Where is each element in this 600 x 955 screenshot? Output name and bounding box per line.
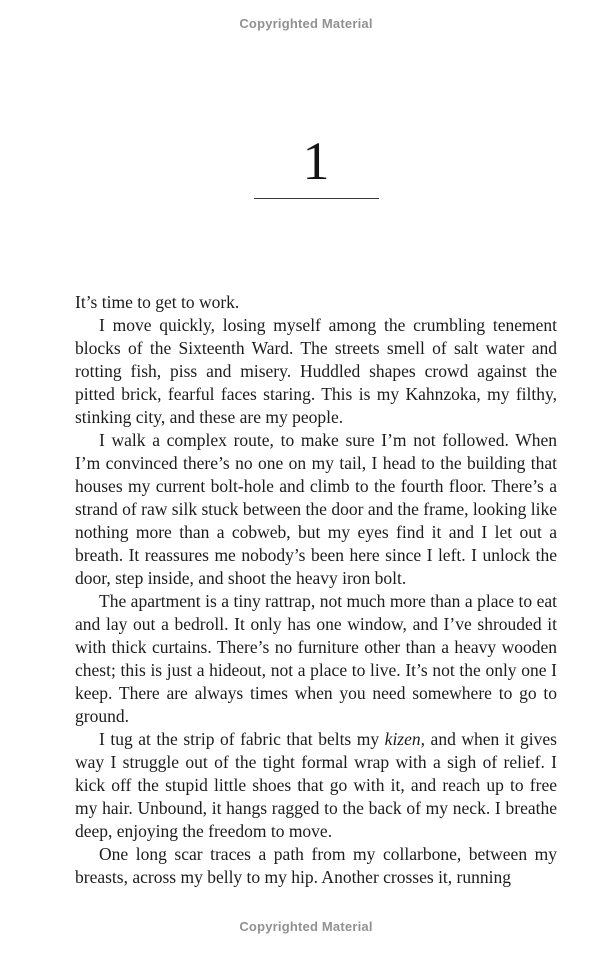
paragraph: I walk a complex route, to make sure I’m not followed. When I’m convinced there’s no one on my tail, I head to the building that houses my current bolt-hole and climb to the fourth floor. There’s a strand of raw silk stuck between the door and the frame, looking like nothing more than a cobweb, but my eyes find it and I let out a breath. It reassures me nobody’s been here since I left. I unlock the door, step inside, and shoot the heavy iron bolt.	[75, 430, 557, 588]
chapter-number: 1	[302, 131, 330, 191]
paragraph: One long scar traces a path from my collarbone, between my breasts, across my belly to my hip. Another crosses it, running	[75, 844, 557, 887]
copyright-notice-top: Copyrighted Material	[239, 16, 373, 31]
paragraph: I move quickly, losing myself among the crumbling tenement blocks of the Sixteenth Ward. The streets smell of salt water and rotting fish, piss and misery. Huddled shapes crowd against the pitted brick, fearful faces staring. This is my Kahnzoka, my filthy, stinking city, and these are my people.	[75, 315, 557, 427]
copyright-notice-bottom: Copyrighted Material	[239, 919, 373, 934]
paragraph: The apartment is a tiny rattrap, not much more than a place to eat and lay out a bedroll. It only has one window, and I’ve shrouded it with thick curtains. There’s no furniture other than a heavy wooden chest; this is just a hideout, not a place to live. It’s not the only one I keep. There are always times when you need somewhere to go to ground.	[75, 591, 557, 726]
paragraph: I tug at the strip of fabric that belts my kizen, and when it gives way I struggle out of the tight formal wrap with a sigh of relief. I kick off the stupid little shoes that go with it, and reach up to free my hair. Unbound, it hangs ragged to the back of my neck. I breathe deep, enjoying the freedom to move.	[75, 729, 557, 841]
body-text	[75, 291, 557, 889]
chapter-rule-divider	[254, 198, 379, 199]
paragraph: It’s time to get to work.	[75, 292, 240, 312]
